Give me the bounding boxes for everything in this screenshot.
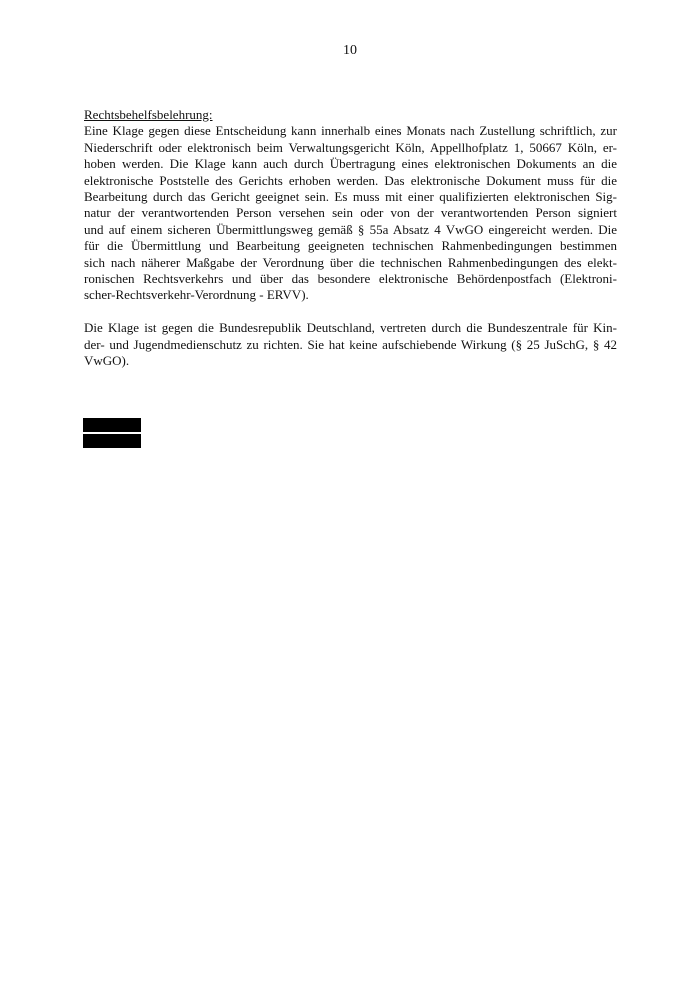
text-line: und auf einem sicheren Übermittlungsweg gemäß § 55a Absatz 4 VwGO eingereicht werden. Die	[84, 221, 617, 237]
section-heading: Rechtsbehelfsbelehrung:	[84, 107, 213, 122]
text-line: ronischen Rechtsverkehrs und über das besondere elektronische Behördenpostfach (Elektroni-	[84, 271, 617, 287]
text-line: scher-Rechtsverkehr-Verordnung - ERVV).	[84, 287, 309, 303]
page-number: 10	[343, 43, 357, 58]
text-line: der- und Jugendmedienschutz zu richten. Sie hat keine aufschiebende Wirkung (§ 25 JuSchG, § 42	[84, 336, 617, 352]
text-line: sich nach näherer Maßgabe der Verordnung über die technischen Rahmenbedingungen des elekt-	[84, 254, 617, 270]
paragraph-legal-instructions	[84, 123, 617, 303]
redaction-bar	[83, 434, 141, 448]
redacted-signature	[83, 418, 141, 448]
redaction-bar	[83, 418, 141, 432]
paragraph-spacer	[84, 304, 617, 320]
text-line: hoben werden. Die Klage kann auch durch Übertragung eines elektronischen Dokuments an die	[84, 156, 617, 172]
text-line: elektronische Poststelle des Gerichts erhoben werden. Das elektronische Dokument muss für die	[84, 172, 617, 188]
paragraph-defendant	[84, 320, 617, 369]
text-line: Niederschrift oder elektronisch beim Verwaltungsgericht Köln, Appellhofplatz 1, 50667 Köln, er-	[84, 139, 617, 155]
text-line: für die Übermittlung und Bearbeitung geeigneten technischen Rahmenbedingungen bestimmen	[84, 238, 617, 254]
text-line: VwGO).	[84, 353, 130, 369]
text-line: Die Klage ist gegen die Bundesrepublik Deutschland, vertreten durch die Bundeszentrale für Kin-	[84, 320, 617, 336]
text-line: Bearbeitung durch das Gericht geeignet sein. Es muss mit einer qualifizierten elektronischen Sig-	[84, 189, 617, 205]
text-line: natur der verantwortenden Person versehen sein oder von der verantwortenden Person signiert	[84, 205, 617, 221]
text-line: Eine Klage gegen diese Entscheidung kann innerhalb eines Monats nach Zustellung schriftlich, zur	[84, 123, 617, 139]
legal-remedy-section	[84, 107, 617, 369]
